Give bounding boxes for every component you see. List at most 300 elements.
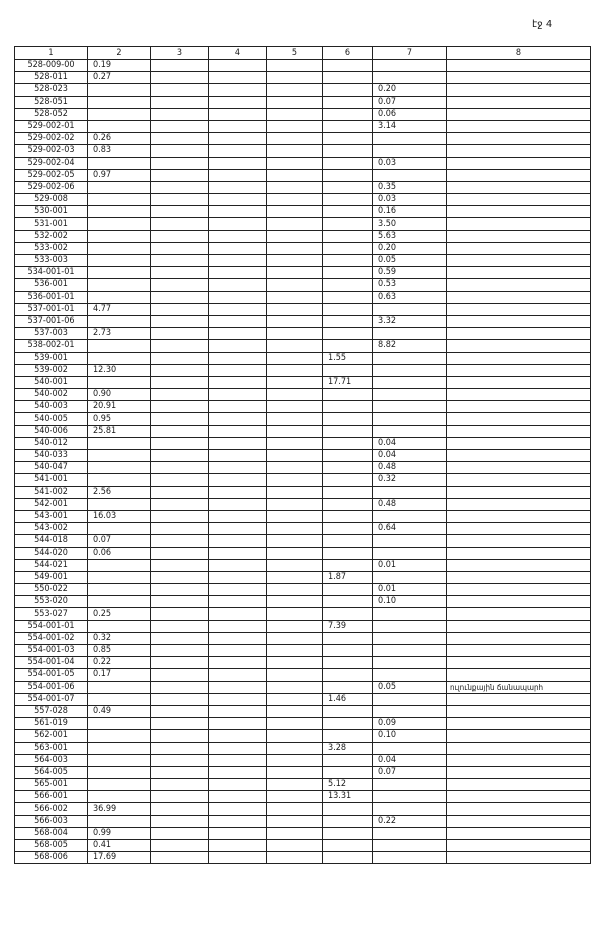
- table-cell: [209, 108, 267, 120]
- table-cell: [151, 803, 209, 815]
- table-cell: [373, 705, 447, 717]
- table-cell: [209, 681, 267, 693]
- column-header: 1: [15, 47, 88, 60]
- table-cell: [209, 571, 267, 583]
- table-cell: 0.09: [373, 718, 447, 730]
- table-cell: [267, 498, 323, 510]
- table-cell: [447, 620, 591, 632]
- column-header: 7: [373, 47, 447, 60]
- table-cell: [209, 328, 267, 340]
- table-cell: [447, 279, 591, 291]
- table-cell: [88, 157, 151, 169]
- table-row: [15, 328, 591, 340]
- table-cell: [151, 328, 209, 340]
- table-cell: [151, 718, 209, 730]
- table-cell: [267, 145, 323, 157]
- parcel-code-cell: 528-052: [15, 108, 88, 120]
- table-cell: [447, 815, 591, 827]
- table-row: [15, 510, 591, 522]
- table-cell: [209, 498, 267, 510]
- table-cell: [373, 510, 447, 522]
- table-row: [15, 364, 591, 376]
- table-cell: [267, 194, 323, 206]
- table-cell: [323, 547, 373, 559]
- table-cell: [267, 766, 323, 778]
- table-cell: [209, 803, 267, 815]
- table-cell: [447, 584, 591, 596]
- parcel-code-cell: 539-001: [15, 352, 88, 364]
- table-cell: [209, 364, 267, 376]
- table-row: [15, 620, 591, 632]
- table-cell: [373, 791, 447, 803]
- table-cell: [323, 450, 373, 462]
- table-row: [15, 681, 591, 693]
- table-cell: [323, 255, 373, 267]
- table-cell: 0.20: [373, 84, 447, 96]
- table-cell: [151, 523, 209, 535]
- parcel-code-cell: 564-005: [15, 766, 88, 778]
- table-cell: [151, 242, 209, 254]
- table-cell: [323, 730, 373, 742]
- table-cell: [151, 96, 209, 108]
- table-cell: [151, 742, 209, 754]
- table-cell: [323, 474, 373, 486]
- table-cell: [209, 474, 267, 486]
- table-row: [15, 852, 591, 864]
- table-cell: [323, 267, 373, 279]
- parcel-code-cell: 554-001-06: [15, 681, 88, 693]
- table-cell: [323, 340, 373, 352]
- table-cell: [447, 340, 591, 352]
- table-cell: [209, 437, 267, 449]
- table-cell: [151, 620, 209, 632]
- table-cell: [88, 791, 151, 803]
- table-cell: 0.22: [88, 657, 151, 669]
- parcel-code-cell: 554-001-04: [15, 657, 88, 669]
- table-cell: [267, 693, 323, 705]
- table-cell: [209, 133, 267, 145]
- table-cell: [373, 742, 447, 754]
- table-cell: [209, 450, 267, 462]
- table-cell: [447, 742, 591, 754]
- table-cell: [88, 462, 151, 474]
- table-cell: [209, 84, 267, 96]
- table-cell: [447, 389, 591, 401]
- table-row: [15, 486, 591, 498]
- parcel-code-cell: 540-005: [15, 413, 88, 425]
- table-cell: [209, 389, 267, 401]
- table-body: [15, 60, 591, 864]
- table-cell: [323, 194, 373, 206]
- table-cell: [209, 669, 267, 681]
- table-row: [15, 352, 591, 364]
- table-cell: [267, 474, 323, 486]
- table-cell: [267, 450, 323, 462]
- table-cell: [447, 181, 591, 193]
- table-cell: [447, 486, 591, 498]
- table-cell: [373, 669, 447, 681]
- table-cell: [373, 486, 447, 498]
- table-cell: [151, 413, 209, 425]
- table-cell: [267, 120, 323, 132]
- table-cell: [209, 120, 267, 132]
- parcel-code-cell: 529-002-02: [15, 133, 88, 145]
- table-cell: [373, 145, 447, 157]
- table-cell: [447, 535, 591, 547]
- table-row: [15, 547, 591, 559]
- parcel-code-cell: 529-002-06: [15, 181, 88, 193]
- table-cell: [209, 425, 267, 437]
- table-cell: 3.32: [373, 315, 447, 327]
- table-cell: [323, 206, 373, 218]
- table-cell: 0.48: [373, 498, 447, 510]
- table-cell: [88, 376, 151, 388]
- table-cell: 0.22: [373, 815, 447, 827]
- land-parcel-table: [14, 46, 591, 864]
- table-cell: 0.20: [373, 242, 447, 254]
- table-cell: [373, 620, 447, 632]
- table-cell: [151, 72, 209, 84]
- table-cell: [151, 279, 209, 291]
- table-cell: [447, 705, 591, 717]
- table-cell: [209, 486, 267, 498]
- parcel-code-cell: 568-004: [15, 827, 88, 839]
- table-cell: [151, 754, 209, 766]
- table-row: [15, 730, 591, 742]
- table-cell: 0.17: [88, 669, 151, 681]
- table-cell: [447, 632, 591, 644]
- table-cell: [209, 255, 267, 267]
- table-cell: [209, 510, 267, 522]
- parcel-code-cell: 540-003: [15, 401, 88, 413]
- table-row: [15, 84, 591, 96]
- table-cell: [88, 450, 151, 462]
- table-cell: [323, 852, 373, 864]
- table-cell: [209, 242, 267, 254]
- table-cell: [88, 437, 151, 449]
- table-cell: [151, 535, 209, 547]
- table-cell: [88, 584, 151, 596]
- table-cell: ուլունքային ճանապարհ: [447, 681, 591, 693]
- parcel-code-cell: 554-001-01: [15, 620, 88, 632]
- table-cell: [447, 730, 591, 742]
- parcel-code-cell: 549-001: [15, 571, 88, 583]
- table-cell: 0.53: [373, 279, 447, 291]
- table-cell: 0.07: [373, 96, 447, 108]
- table-cell: [267, 413, 323, 425]
- table-cell: [151, 60, 209, 72]
- table-cell: [88, 218, 151, 230]
- table-cell: [323, 108, 373, 120]
- table-cell: [267, 328, 323, 340]
- table-row: [15, 230, 591, 242]
- table-cell: [323, 657, 373, 669]
- table-cell: [267, 681, 323, 693]
- table-cell: 7.39: [323, 620, 373, 632]
- table-cell: [209, 620, 267, 632]
- table-cell: [373, 693, 447, 705]
- table-cell: [447, 315, 591, 327]
- table-cell: [447, 206, 591, 218]
- table-cell: [447, 60, 591, 72]
- table-cell: [323, 827, 373, 839]
- table-row: [15, 791, 591, 803]
- table-cell: [373, 328, 447, 340]
- table-cell: [88, 181, 151, 193]
- parcel-code-cell: 532-002: [15, 230, 88, 242]
- table-cell: 0.03: [373, 194, 447, 206]
- table-cell: [209, 754, 267, 766]
- table-cell: [373, 840, 447, 852]
- table-cell: [447, 145, 591, 157]
- table-cell: [267, 547, 323, 559]
- table-cell: [447, 328, 591, 340]
- parcel-code-cell: 539-002: [15, 364, 88, 376]
- table-cell: [151, 608, 209, 620]
- table-cell: [447, 852, 591, 864]
- table-cell: [267, 267, 323, 279]
- table-cell: [267, 791, 323, 803]
- table-cell: [209, 705, 267, 717]
- table-cell: [447, 827, 591, 839]
- table-cell: [447, 133, 591, 145]
- table-cell: [323, 584, 373, 596]
- parcel-code-cell: 543-002: [15, 523, 88, 535]
- table-cell: [447, 157, 591, 169]
- table-cell: [209, 413, 267, 425]
- table-row: [15, 218, 591, 230]
- table-cell: 0.06: [88, 547, 151, 559]
- table-cell: [447, 267, 591, 279]
- parcel-code-cell: 550-022: [15, 584, 88, 596]
- table-cell: [323, 157, 373, 169]
- table-cell: [323, 510, 373, 522]
- table-cell: [447, 291, 591, 303]
- table-cell: 0.41: [88, 840, 151, 852]
- table-cell: [267, 437, 323, 449]
- table-cell: [151, 486, 209, 498]
- table-cell: [151, 584, 209, 596]
- table-cell: [267, 779, 323, 791]
- table-cell: [447, 803, 591, 815]
- table-cell: [151, 230, 209, 242]
- table-cell: [88, 120, 151, 132]
- parcel-code-cell: 534-001-01: [15, 267, 88, 279]
- table-cell: [151, 340, 209, 352]
- parcel-code-cell: 540-033: [15, 450, 88, 462]
- table-row: [15, 401, 591, 413]
- table-row: [15, 169, 591, 181]
- table-cell: [151, 389, 209, 401]
- table-cell: [267, 803, 323, 815]
- table-cell: [447, 352, 591, 364]
- table-cell: [447, 437, 591, 449]
- table-cell: [267, 315, 323, 327]
- parcel-code-cell: 537-001-06: [15, 315, 88, 327]
- table-cell: [323, 401, 373, 413]
- table-cell: [267, 620, 323, 632]
- table-cell: [267, 657, 323, 669]
- table-cell: [151, 791, 209, 803]
- parcel-code-cell: 538-002-01: [15, 340, 88, 352]
- table-cell: [209, 730, 267, 742]
- table-row: [15, 413, 591, 425]
- table-cell: [151, 571, 209, 583]
- table-cell: 36.99: [88, 803, 151, 815]
- table-cell: [447, 364, 591, 376]
- table-cell: [209, 230, 267, 242]
- table-cell: 0.06: [373, 108, 447, 120]
- table-cell: [267, 669, 323, 681]
- table-cell: [209, 584, 267, 596]
- table-cell: [267, 815, 323, 827]
- table-cell: [209, 596, 267, 608]
- table-cell: 0.03: [373, 157, 447, 169]
- table-cell: [447, 510, 591, 522]
- parcel-code-cell: 540-001: [15, 376, 88, 388]
- table-cell: [323, 498, 373, 510]
- parcel-code-cell: 540-006: [15, 425, 88, 437]
- table-cell: [88, 571, 151, 583]
- table-cell: [88, 681, 151, 693]
- parcel-code-cell: 530-001: [15, 206, 88, 218]
- table-cell: [209, 779, 267, 791]
- parcel-code-cell: 529-002-05: [15, 169, 88, 181]
- table-row: [15, 608, 591, 620]
- table-row: [15, 766, 591, 778]
- table-row: [15, 718, 591, 730]
- table-row: [15, 535, 591, 547]
- table-cell: 0.97: [88, 169, 151, 181]
- parcel-code-cell: 564-003: [15, 754, 88, 766]
- table-cell: [447, 571, 591, 583]
- table-cell: [447, 230, 591, 242]
- table-cell: [209, 815, 267, 827]
- table-cell: [267, 486, 323, 498]
- table-row: [15, 291, 591, 303]
- table-cell: [209, 742, 267, 754]
- table-cell: [209, 535, 267, 547]
- table-cell: 0.63: [373, 291, 447, 303]
- table-row: [15, 206, 591, 218]
- table-cell: 0.85: [88, 645, 151, 657]
- table-cell: [267, 510, 323, 522]
- table-cell: 0.07: [373, 766, 447, 778]
- table-row: [15, 376, 591, 388]
- table-cell: [323, 645, 373, 657]
- table-row: [15, 279, 591, 291]
- parcel-code-cell: 557-028: [15, 705, 88, 717]
- table-cell: 0.35: [373, 181, 447, 193]
- table-cell: [323, 169, 373, 181]
- table-cell: [447, 84, 591, 96]
- parcel-code-cell: 561-019: [15, 718, 88, 730]
- table-cell: [323, 754, 373, 766]
- table-cell: [151, 206, 209, 218]
- table-cell: [373, 608, 447, 620]
- table-cell: [209, 827, 267, 839]
- table-cell: [267, 596, 323, 608]
- table-cell: [323, 559, 373, 571]
- table-cell: [447, 218, 591, 230]
- parcel-code-cell: 529-002-04: [15, 157, 88, 169]
- table-cell: [447, 462, 591, 474]
- table-row: [15, 523, 591, 535]
- table-cell: [209, 181, 267, 193]
- parcel-code-cell: 563-001: [15, 742, 88, 754]
- table-cell: [373, 547, 447, 559]
- table-cell: [209, 157, 267, 169]
- table-cell: [88, 754, 151, 766]
- table-cell: [373, 389, 447, 401]
- table-row: [15, 584, 591, 596]
- table-cell: [151, 352, 209, 364]
- table-cell: [209, 657, 267, 669]
- table-cell: [323, 84, 373, 96]
- table-row: [15, 194, 591, 206]
- parcel-code-cell: 544-021: [15, 559, 88, 571]
- table-cell: [323, 242, 373, 254]
- parcel-code-cell: 541-002: [15, 486, 88, 498]
- table-cell: [323, 815, 373, 827]
- table-cell: [447, 766, 591, 778]
- table-cell: 0.99: [88, 827, 151, 839]
- table-cell: [209, 840, 267, 852]
- table-cell: [323, 840, 373, 852]
- table-cell: [209, 462, 267, 474]
- table-cell: [151, 364, 209, 376]
- table-cell: [267, 84, 323, 96]
- table-cell: [373, 364, 447, 376]
- table-row: [15, 255, 591, 267]
- page-number: էջ 4: [532, 19, 553, 30]
- table-cell: [209, 194, 267, 206]
- table-cell: 0.32: [373, 474, 447, 486]
- table-cell: [373, 632, 447, 644]
- parcel-code-cell: 554-001-05: [15, 669, 88, 681]
- table-cell: [323, 437, 373, 449]
- table-row: [15, 157, 591, 169]
- parcel-code-cell: 528-023: [15, 84, 88, 96]
- table-cell: 2.73: [88, 328, 151, 340]
- table-row: [15, 632, 591, 644]
- table-cell: [267, 303, 323, 315]
- table-cell: [209, 279, 267, 291]
- table-cell: [151, 730, 209, 742]
- table-cell: 0.04: [373, 450, 447, 462]
- table-cell: 0.32: [88, 632, 151, 644]
- table-row: [15, 645, 591, 657]
- table-cell: [323, 535, 373, 547]
- table-row: [15, 437, 591, 449]
- table-cell: [209, 791, 267, 803]
- table-cell: [323, 462, 373, 474]
- table-cell: [267, 242, 323, 254]
- table-cell: [267, 754, 323, 766]
- table-cell: [88, 242, 151, 254]
- table-cell: [447, 523, 591, 535]
- table-cell: [267, 730, 323, 742]
- table-cell: [209, 401, 267, 413]
- table-cell: [323, 291, 373, 303]
- table-cell: 0.83: [88, 145, 151, 157]
- table-cell: [209, 766, 267, 778]
- table-cell: [151, 84, 209, 96]
- table-cell: [447, 547, 591, 559]
- parcel-code-cell: 537-003: [15, 328, 88, 340]
- table-cell: [267, 279, 323, 291]
- table-cell: [323, 230, 373, 242]
